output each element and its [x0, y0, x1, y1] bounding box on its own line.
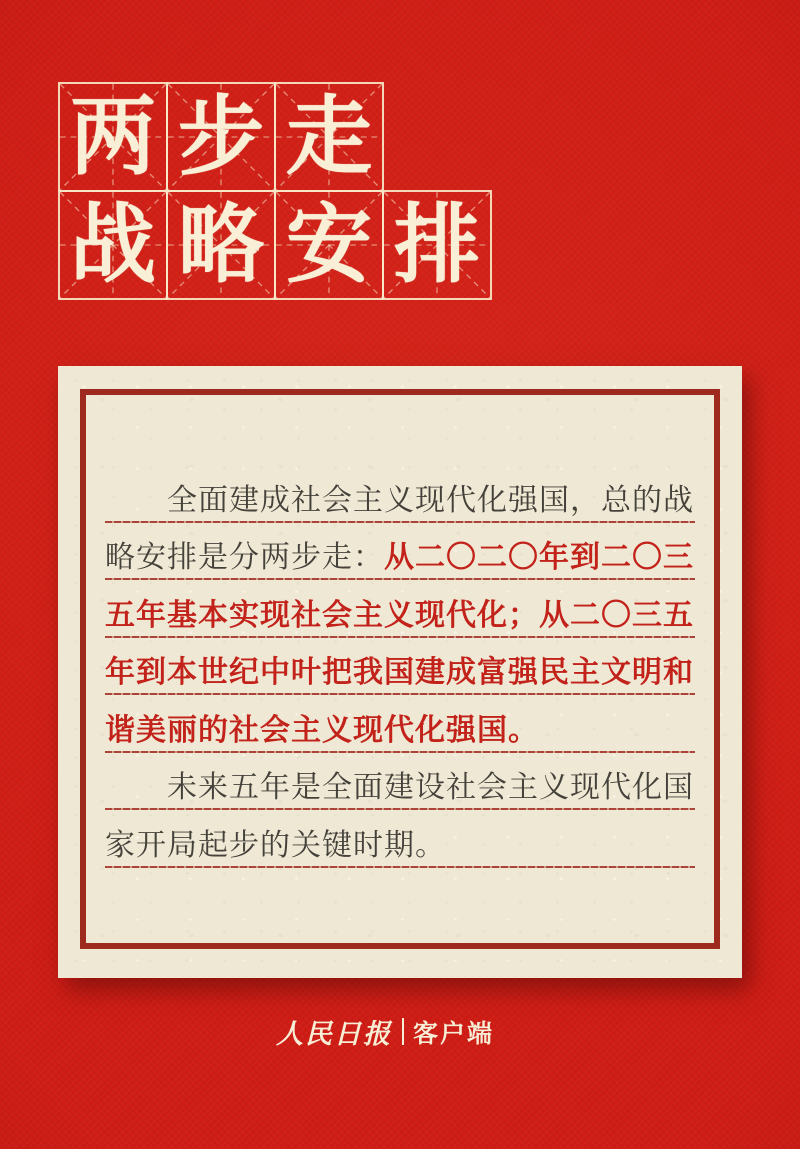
quote-text-segment: 家开局起步的关键时期。 — [105, 828, 446, 862]
quote-text-segment: 未来五年是全面建设社会主义现代化国 — [167, 771, 694, 804]
quote-text-segment: 五年基本实现社会主义现代化；从二〇三五 — [105, 598, 694, 632]
quote-card-frame — [80, 389, 720, 949]
mizige-cell — [274, 190, 384, 300]
quote-text-block — [105, 465, 695, 868]
quote-text-line — [105, 753, 695, 811]
calligraphy-char: 步 — [178, 86, 264, 187]
calligraphy-char: 走 — [286, 86, 372, 187]
mizige-cell — [382, 190, 492, 300]
client-label: 客户端 — [412, 1019, 495, 1048]
mizige-cell — [58, 190, 168, 300]
quote-text-line — [105, 810, 695, 868]
calligraphy-grid-row — [58, 190, 490, 298]
calligraphy-char: 排 — [394, 194, 480, 295]
quote-text-line — [105, 523, 695, 581]
title-calligraphy-grid — [58, 82, 490, 298]
calligraphy-char: 略 — [178, 194, 264, 295]
mizige-cell — [166, 82, 276, 192]
calligraphy-char: 战 — [70, 194, 156, 295]
quote-text-line — [105, 695, 695, 753]
peoples-daily-logo — [276, 1012, 494, 1051]
mizige-cell — [58, 82, 168, 192]
logo-divider-bar — [402, 1018, 404, 1045]
calligraphy-char: 两 — [70, 86, 156, 187]
calligraphy-char: 安 — [286, 194, 372, 295]
calligraphy-grid-row — [58, 82, 490, 190]
quote-text-segment: 从二〇二〇年到二〇三 — [384, 541, 694, 574]
quote-text-segment: 年到本世纪中叶把我国建成富强民主文明和 — [105, 656, 694, 689]
quote-text-line — [105, 638, 695, 696]
peoples-daily-wordmark: 人民日报 — [275, 1019, 392, 1050]
mizige-cell — [166, 190, 276, 300]
quote-text-segment: 略安排是分两步走： — [105, 541, 384, 574]
quote-text-segment: 全面建成社会主义现代化强国，总的战 — [167, 483, 694, 517]
mizige-cell — [274, 82, 384, 192]
quote-text-line — [105, 465, 695, 523]
quote-text-line — [105, 580, 695, 638]
quote-text-segment: 谐美丽的社会主义现代化强国。 — [105, 713, 539, 747]
quote-card — [58, 366, 742, 978]
